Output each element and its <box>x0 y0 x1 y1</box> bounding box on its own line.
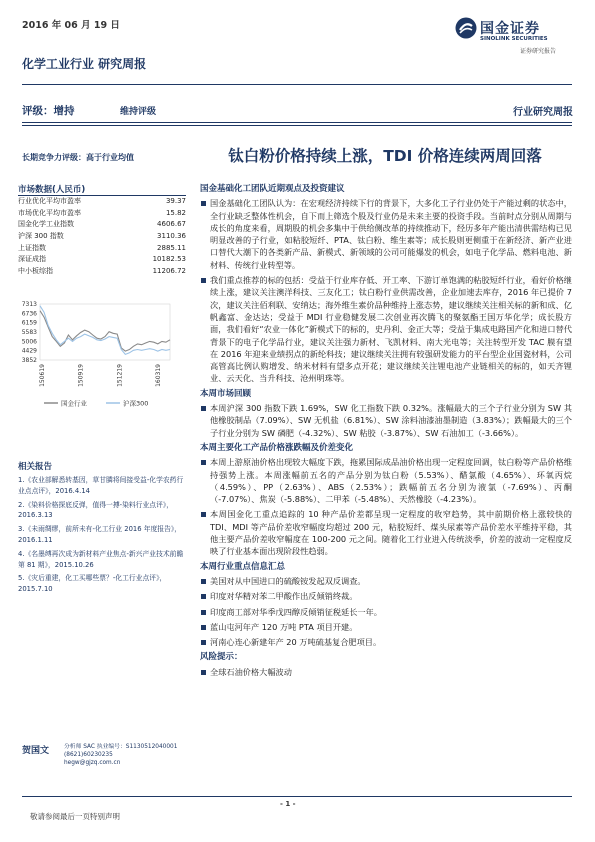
y-tick-label: 5583 <box>21 328 37 336</box>
analyst-name: 贺国文 <box>22 746 50 756</box>
report-type: 行业研究周报 <box>513 107 573 118</box>
analyst-phone: (8621)60230235 <box>64 752 113 758</box>
market-data-title: 市场数据(人民币) <box>18 185 86 195</box>
footer-divider <box>22 796 572 797</box>
y-tick-label: 7313 <box>21 301 37 308</box>
logo-subtitle: 证券研究报告 <box>520 48 557 55</box>
risk-item: 全球石油价格大幅波动 <box>200 666 572 678</box>
page-number: - 1 - <box>280 800 296 808</box>
related-reports-title: 相关报告 <box>18 462 53 472</box>
section-title: 本周主要化工产品价格涨跌幅及价差变化 <box>200 442 354 453</box>
main-content <box>200 183 572 681</box>
y-tick-label: 6159 <box>21 319 37 327</box>
y-tick-label: 5006 <box>21 338 37 346</box>
market-row: 上证指数 2885.11 <box>18 243 186 252</box>
news-item: 蓝山屯河年产 120 万吨 PTA 项目开建。 <box>200 621 572 633</box>
paragraph: 国金基础化工团队认为：在宏观经济持续下行的背景下，大多化工子行业仍处于产能过剩的状态中，全行业缺乏整体性机会，自下而上筛选个股及行业仍是未来主要的投资手段。当前时点分别从周期与成长的角度来看，周期股的机会多集中于供给侧改革的持续推动下，经历多年产能出清供需结构已见明显改善的子行业，如粘胶短纤、PTA、钛白粉、维生素等；成长股则更侧重于在新经济、新产业进口替代大潮下的各类新产品、新模式、新领域的公司可能爆发的机会，如电子化学品、燃料电池、新材料、传统行业转型等。 <box>200 197 572 271</box>
news-item: 印度对华精对苯二甲酸作出反倾销终裁。 <box>200 590 572 602</box>
footer-disclaimer: 敬请参阅最后一页特别声明 <box>30 812 120 821</box>
rating-divider <box>22 122 572 123</box>
logo-mark-icon <box>455 17 477 39</box>
related-report-item[interactable]: 1.《农业部解悉转基因，草甘膦将间接受益-化学农药行业点点评》，2016.4.14 <box>18 476 184 495</box>
rating-maintain: 维持评级 <box>120 107 157 117</box>
market-row: 市场优化平均市盈率 15.82 <box>18 208 186 217</box>
market-data-table <box>18 195 186 278</box>
section-title: 本周行业重点信息汇总 <box>200 561 286 572</box>
x-tick-label: 150919 <box>77 364 85 387</box>
industry-line: 化学工业行业 研究周报 <box>22 57 147 71</box>
market-row: 深证成指 10182.53 <box>18 255 186 264</box>
x-tick-label: 160319 <box>154 364 162 387</box>
paragraph: 我们重点推荐的标的包括：受益于行业库存低、开工率、下游订单饱满的粘胶短纤行业，看好价格继续上涨，建议关注澳洋科技、三友化工；钛白粉行业供需改善，企业加速去库存，2016 年已提价 7 次，建议关注佰利联、安纳达；海外维生素价品种维持上涨态势，建议继续关注相关标的新和成、亿帆鑫富、金达达；受益于 MDI 行业稳健发展二次创业再次腾飞的聚氨酯王国万华化学；成长股方面，我们看好“农业一体化”新模式下的标的，史丹利、金正大等；受益于集成电路国产化和进口替代背景下的电子化学品行业，建议关注强力新材、飞凯材料、南大光电等；关注转型开发 TAC 膜有望在 2016 年迎来业绩拐点的新纶科技；建议继续关注拥有较强研发能力的平台型企业国瓷材料，公司高管高比例认购增发、纳米材料有望多点开花；建议继续关注锂电池产业链相关的标的，如天齐锂业、云天化、当升科技、沧州明珠等。 <box>200 274 572 385</box>
section-title: 本周市场回顾 <box>200 388 252 399</box>
paragraph: 本周上游原油价格出现较大幅度下跌，拖累国际成品油价格出现一定程度回调，钛白粉等产品价格维持强势上涨。本周涨幅前五名的产品分别为钛白粉（5.53%）、醋氯酸（4.65%）、环氧丙烷（4.59%）、PP（2.63%）、ABS（2.53%）；跌幅前五名分别为液氯（-7.69%）、丙酮（-7.07%）、焦炭（-5.88%）、二甲苯（-5.48%）、天然橡胶（-4.23%）。 <box>200 456 572 505</box>
analyst-contact <box>64 743 177 767</box>
analyst-email[interactable]: hegw@gjzq.com.cn <box>64 760 121 766</box>
x-tick-label: 151219 <box>116 364 124 387</box>
section-title: 国金基础化工团队近期观点及投资建议 <box>200 184 345 194</box>
y-tick-label: 6736 <box>21 310 37 318</box>
market-row: 沪深 300 指数 3110.36 <box>18 232 186 241</box>
risk-title: 风险提示： <box>200 652 243 663</box>
rating-divider-thin <box>22 125 572 126</box>
paragraph: 本周沪深 300 指数下跌 1.69%，SW 化工指数下跌 0.32%。涨幅最大的三个子行业分别为 SW 其他橡胶制品（7.09%）、SW 无机盐（6.81%）、SW 涂料油漆油墨制造（3.83%）；跌幅最大的三个子行业分别为 SW 磷肥（-4.32%）、SW 粘胶（-3.87%）、SW 石油加工（-3.66%）。 <box>200 402 572 439</box>
market-row: 中小板综指 11206.72 <box>18 267 186 276</box>
paragraph: 本周国金化工重点追踪的 10 种产品价差都呈现一定程度的收窄趋势，其中前期价格上涨较快的 TDI、MDI 等产品价差收窄幅度均超过 200 元，粘胶短纤、煤头尿素等产品价差水平维持平稳，其他主要产品价差收窄幅度在 100-200 元之间。随着化工行业进入传统淡季，价差的波动一定程度反映了行业基本面出现阶段性趋弱。 <box>200 508 572 557</box>
y-tick-label: 3852 <box>21 357 37 364</box>
related-report-item[interactable]: 4.《名墨缚再次成为新材料产业焦点-新兴产业技术前瞻第 81 期》，2015.10.26 <box>18 549 184 569</box>
company-logo <box>455 17 570 57</box>
rating-label: 评级：增持 <box>22 105 75 117</box>
related-report-item[interactable]: 3.《未雨绸缪，前所未有-化工行业 2016 年度报告》，2016.1.11 <box>18 525 182 544</box>
top-divider <box>22 84 572 85</box>
market-row: 国金化学工业指数 4606.67 <box>18 220 186 229</box>
x-tick-label: 150619 <box>39 364 46 387</box>
related-reports-list <box>18 475 188 598</box>
series-line <box>40 311 170 351</box>
news-item: 河南心连心新建年产 20 万吨硫基复合肥项目。 <box>200 636 572 648</box>
report-date: 2016 年 06 月 19 日 <box>22 20 120 31</box>
report-headline: 钛白粉价格持续上涨，TDI 价格连续两周回落 <box>228 147 542 165</box>
legend-label: 沪深300 <box>123 399 149 408</box>
competitiveness-tag: 长期竞争力评级：高于行业均值 <box>22 153 134 162</box>
logo-name-cn: 国金证券 <box>480 21 540 37</box>
news-item: 美国对从中国进口的硫酸铵发起双反调查。 <box>200 575 572 587</box>
y-tick-label: 4429 <box>21 347 37 355</box>
logo-name-en: SINOLINK SECURITIES <box>480 36 548 42</box>
plot-frame <box>40 304 170 360</box>
index-line-chart <box>14 300 174 410</box>
legend-label: 国金行业 <box>61 399 87 408</box>
analyst-sac-id: 分析师 SAC 执业编号：S1130512040001 <box>64 744 178 750</box>
news-item: 印度商工部对华季戊四醇反倾销征税延长一年。 <box>200 606 572 618</box>
series-line <box>40 306 170 355</box>
related-report-item[interactable]: 2.《染料价格探底反弹，值得一搏-染料行业点评》，2016.3.13 <box>18 500 174 520</box>
related-report-item[interactable]: 5.《灾后重建，化工买哪些票？-化工行业点评》，2015.7.10 <box>18 574 167 594</box>
market-row: 行业优化平均市盈率 39.37 <box>18 197 186 205</box>
